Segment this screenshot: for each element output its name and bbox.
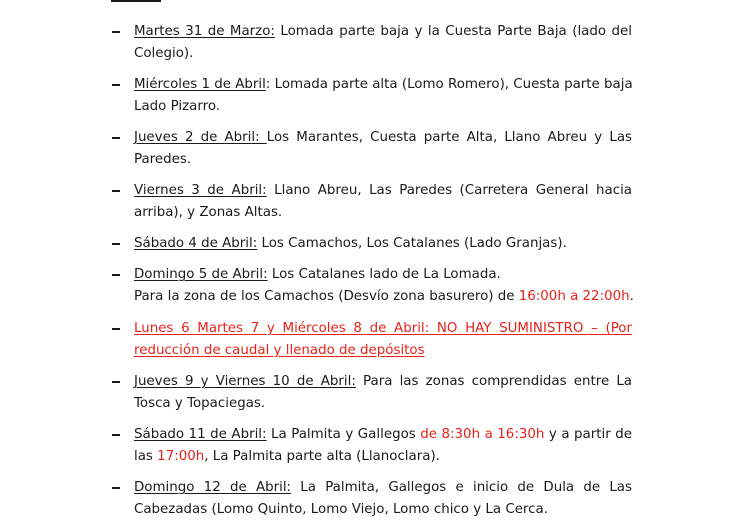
list-item-jueves-2 — [134, 127, 632, 170]
item-text: , La Palmita parte alta (Llanoclara). — [204, 448, 440, 464]
list-item-domingo-12 — [134, 477, 632, 520]
item-date: Sábado 11 de Abril: — [134, 427, 267, 442]
list-item-line — [134, 127, 632, 149]
item-text: Llano Abreu, Las Paredes (Carretera General hacia — [266, 183, 632, 198]
item-date: Viernes 3 de Abril: — [134, 183, 267, 198]
list-item-domingo-5 — [134, 264, 632, 307]
list-bullet — [112, 190, 120, 192]
item-text: Los Catalanes lado de La Lomada. — [267, 267, 501, 282]
list-item-martes-31 — [134, 21, 632, 64]
item-text: Para la zona de los Camachos (Desvío zona basurero) de — [134, 288, 519, 304]
time-highlight: 17:00h — [157, 448, 205, 464]
list-item-line: Lado Pizarro. — [134, 98, 221, 114]
item-text: La Palmita y Gallegos — [266, 427, 421, 442]
item-text: y a partir de — [544, 427, 632, 442]
list-item-no-supply-alert — [134, 318, 632, 361]
list-bullet — [112, 487, 120, 489]
list-item-viernes-3 — [134, 180, 632, 223]
alert-line: reducción de caudal y llenado de depósitos — [134, 342, 425, 358]
list-item-line — [134, 424, 632, 446]
list-item-line — [134, 371, 632, 393]
item-text: Los Marantes, Cuesta parte Alta, Llano Abreu y Las — [266, 130, 633, 145]
list-bullet — [112, 31, 120, 33]
list-item-sabado-4 — [134, 233, 632, 255]
list-item-line — [134, 21, 632, 43]
item-text: Lomada parte baja y la Cuesta Parte Baja (lado del — [274, 24, 632, 39]
list-bullet — [112, 243, 120, 245]
time-range-highlight: de 8:30h a 16:30h — [420, 427, 545, 442]
item-text: . — [629, 288, 634, 304]
item-text: las — [134, 448, 158, 464]
list-item-line: Paredes. — [134, 151, 192, 167]
list-item-line — [134, 180, 632, 202]
item-date: Domingo 5 de Abril: — [134, 267, 268, 282]
list-item-line — [134, 233, 632, 255]
list-bullet — [112, 328, 120, 330]
list-item-line: Colegio). — [134, 45, 194, 61]
item-date: Jueves 2 de Abril: — [134, 130, 267, 145]
top-bullet-fragment — [111, 0, 161, 2]
item-text: La Palmita, Gallegos e inicio de Dula de Las — [291, 480, 632, 495]
item-date: Martes 31 de Marzo: — [134, 24, 275, 39]
alert-line: Lunes 6 Martes 7 y Miércoles 8 de Abril: NO HAY SUMINISTRO – (Por — [134, 321, 632, 336]
item-text: : Lomada parte alta (Lomo Romero), Cuesta parte baja — [265, 77, 633, 92]
list-item-sabado-11 — [134, 424, 632, 467]
item-text: Los Camachos, Los Catalanes (Lado Granjas). — [257, 236, 567, 251]
list-bullet — [112, 137, 120, 139]
time-range-highlight: 16:00h a 22:00h — [518, 288, 630, 304]
item-date: Sábado 4 de Abril: — [134, 236, 258, 251]
item-date: Domingo 12 de Abril: — [134, 480, 292, 495]
list-item-line: Tosca y Topaciegas. — [134, 395, 266, 411]
list-item-line — [134, 264, 632, 286]
list-item-line: arriba), y Zonas Altas. — [134, 204, 283, 220]
item-date: Miércoles 1 de Abril — [134, 77, 266, 92]
item-text: Para las zonas comprendidas entre La — [355, 374, 632, 389]
list-bullet — [112, 274, 120, 276]
list-bullet — [112, 84, 120, 86]
list-item-line — [134, 446, 632, 468]
list-item-jueves-9 — [134, 371, 632, 414]
list-item-miercoles-1 — [134, 74, 632, 117]
list-bullet — [112, 434, 120, 436]
list-item-line — [134, 286, 632, 308]
list-item-line — [134, 477, 632, 499]
list-bullet — [112, 381, 120, 383]
item-date: Jueves 9 y Viernes 10 de Abril: — [134, 374, 356, 389]
list-item-line: Cabezadas (Lomo Quinto, Lomo Viejo, Lomo chico y La Cerca. — [134, 501, 548, 517]
list-item-line — [134, 74, 632, 96]
